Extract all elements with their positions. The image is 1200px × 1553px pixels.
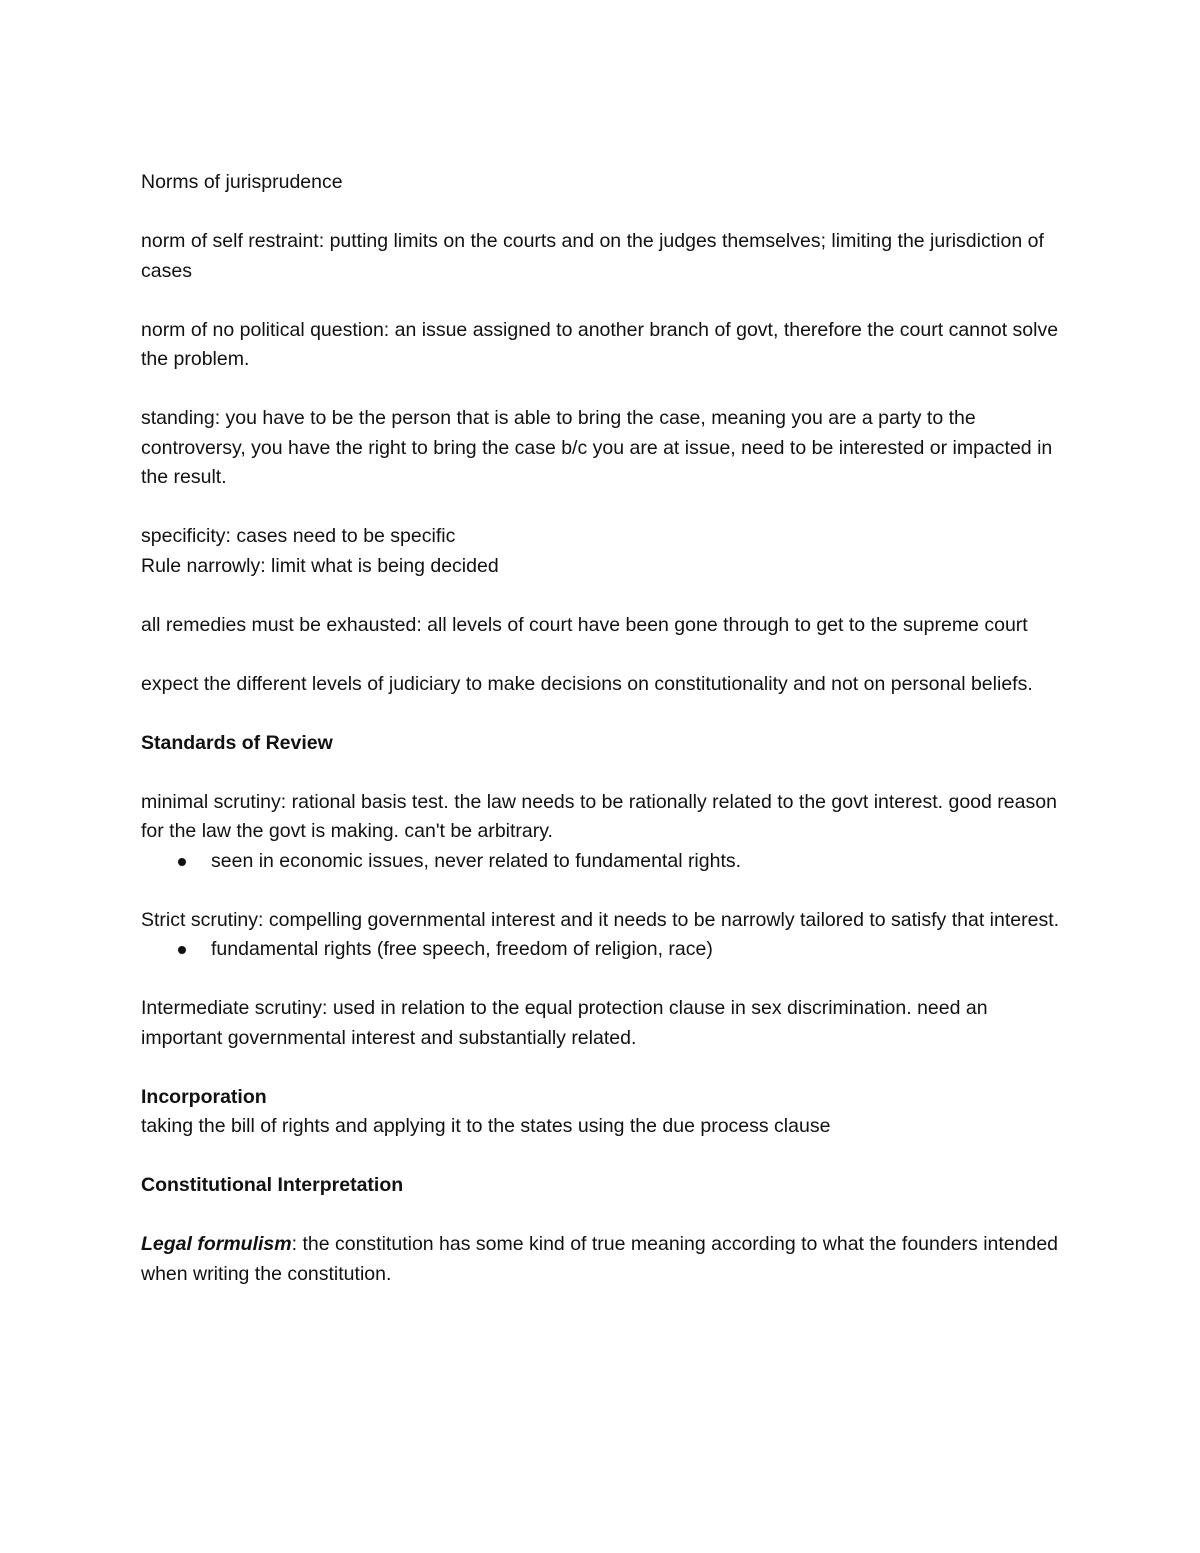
- minimal-scrutiny-list: [141, 847, 1061, 877]
- document-body: [141, 168, 1061, 1289]
- bullet-icon: [178, 858, 186, 866]
- norm-standing: standing: you have to be the person that is able to bring the case, meaning you are a party to the controversy, you have the right to bring the case b/c you are at issue, need to be interested or impacted in the result.: [141, 407, 1053, 488]
- legal-formulism-term: Legal formulism: [141, 1233, 292, 1255]
- norm-remedies-exhausted: all remedies must be exhausted: all levels of court have been gone through to get to the supreme court: [141, 613, 1028, 636]
- incorporation-text: taking the bill of rights and applying it to the states using the due process clause: [141, 1115, 831, 1137]
- intermediate-scrutiny: Intermediate scrutiny: used in relation to the equal protection clause in sex discrimination. need an important governmental interest and substantially related.: [141, 997, 988, 1049]
- list-item: [141, 847, 1061, 877]
- page-title: Norms of jurisprudence: [141, 171, 343, 193]
- standards-heading: Standards of Review: [141, 731, 333, 754]
- strict-scrutiny-list: [141, 935, 1061, 965]
- norm-political-question: norm of no political question: an issue assigned to another branch of govt, therefore the court cannot solve the problem.: [141, 318, 1059, 370]
- list-item-text: seen in economic issues, never related to fundamental rights.: [211, 849, 742, 872]
- minimal-scrutiny: minimal scrutiny: rational basis test. the law needs to be rationally related to the govt interest. good reason for the law the govt is making. can't be arbitrary.: [141, 790, 1057, 842]
- incorporation-heading: Incorporation: [141, 1085, 267, 1108]
- norm-rule-narrowly: Rule narrowly: limit what is being decided: [141, 554, 499, 577]
- list-item-text: fundamental rights (free speech, freedom of religion, race): [211, 938, 713, 960]
- strict-scrutiny: Strict scrutiny: compelling governmental interest and it needs to be narrowly tailored to satisfy that interest.: [141, 908, 1060, 931]
- norm-self-restraint: norm of self restraint: putting limits on the courts and on the judges themselves; limiting the jurisdiction of cases: [141, 230, 1044, 282]
- norm-judiciary-expectation: expect the different levels of judiciary to make decisions on constitutionality and not on personal beliefs.: [141, 672, 1033, 695]
- legal-formulism-definition: : the constitution has some kind of true meaning according to what the founders intended when writing the constitution.: [141, 1233, 1059, 1285]
- bullet-icon: [178, 946, 186, 954]
- norm-specificity: specificity: cases need to be specific: [141, 525, 456, 547]
- interpretation-heading: Constitutional Interpretation: [141, 1174, 404, 1196]
- legal-formulism-paragraph: [141, 1230, 1061, 1289]
- list-item: [141, 935, 1061, 965]
